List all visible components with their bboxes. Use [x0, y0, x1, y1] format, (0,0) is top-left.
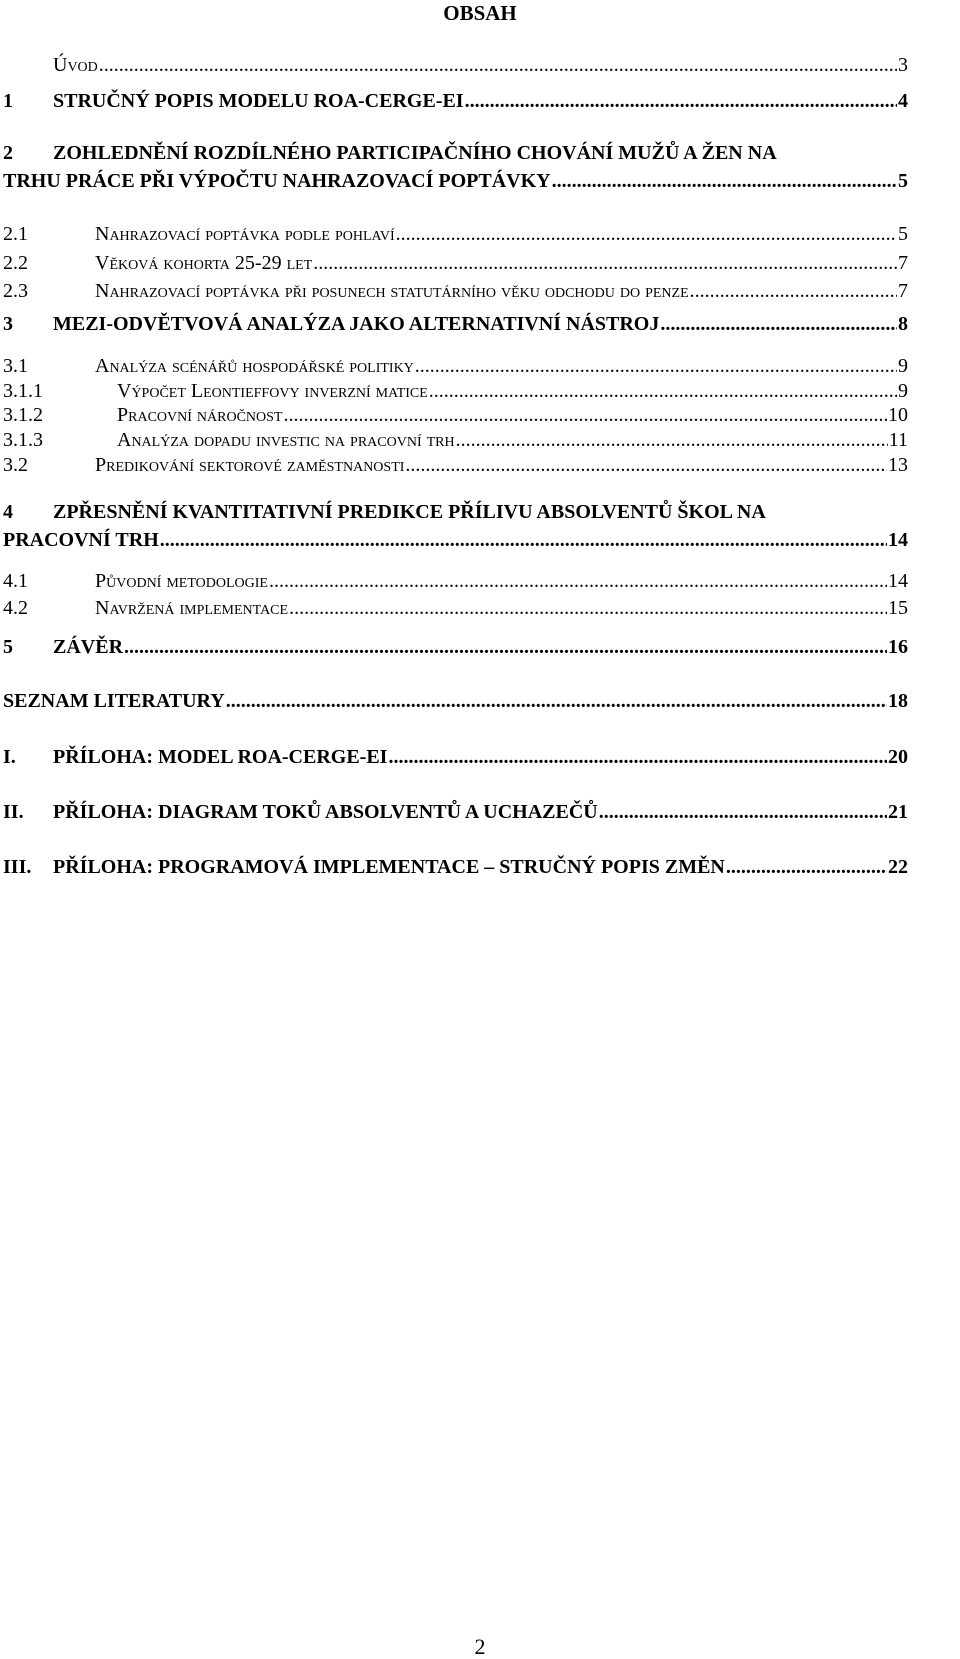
toc-page-number: 22 — [888, 856, 908, 878]
dot-leader — [660, 313, 897, 336]
toc-entry-label: Analýza dopadu investic na pracovní trh — [117, 429, 455, 451]
dot-leader — [99, 54, 897, 77]
toc-entry-number: 3.1.3 — [3, 429, 43, 451]
dot-leader — [160, 529, 887, 552]
dot-leader — [388, 746, 887, 769]
toc-page-number: 8 — [898, 313, 908, 335]
dot-leader — [552, 170, 897, 193]
toc-entry-number: 2.2 — [3, 252, 28, 274]
toc-entry-label: Predikování sektorové zaměstnanosti — [95, 454, 405, 476]
toc-page-number: 13 — [888, 454, 908, 476]
toc-entry-number: 4.2 — [3, 597, 28, 619]
toc-entry-number: 2 — [3, 142, 13, 164]
toc-entry-label: PŘÍLOHA: MODEL ROA-CERGE-EI — [53, 746, 388, 768]
toc-page-number: 10 — [888, 404, 908, 426]
toc-page-number: 16 — [888, 636, 908, 658]
toc-entry-label: Nahrazovací poptávka podle pohlaví — [95, 223, 395, 245]
toc-entry-label: PŘÍLOHA: DIAGRAM TOKŮ ABSOLVENTŮ A UCHAZEČŮ — [53, 801, 598, 823]
page-number: 2 — [474, 1634, 486, 1659]
toc-entry-number: 4 — [3, 501, 13, 523]
toc-page-number: 18 — [888, 690, 908, 712]
toc-entry-label: STRUČNÝ POPIS MODELU ROA-CERGE-EI — [53, 90, 464, 112]
toc-entry-label: SEZNAM LITERATURY — [3, 690, 225, 712]
dot-leader — [396, 223, 897, 246]
dot-leader — [226, 690, 887, 713]
toc-page-number: 9 — [898, 355, 908, 377]
toc-entry-label: Původní metodologie — [95, 570, 268, 592]
toc-entry-number: 1 — [3, 90, 13, 112]
toc-entry-label-line-2: PRACOVNÍ TRH — [3, 529, 159, 551]
toc-entry-label-line-1: ZOHLEDNĚNÍ ROZDÍLNÉHO PARTICIPAČNÍHO CHOVÁNÍ MUŽŮ A ŽEN NA — [53, 142, 777, 164]
dot-leader — [726, 856, 887, 879]
toc-page-number: 15 — [888, 597, 908, 619]
toc-page-number: 14 — [888, 529, 908, 551]
toc-entry-number: 3 — [3, 313, 13, 335]
toc-entry-label: Analýza scénářů hospodářské politiky — [95, 355, 414, 377]
toc-entry-label: Navržená implementace — [95, 597, 289, 619]
toc-entry-number: 3.1 — [3, 355, 28, 377]
toc-entry-number: I. — [3, 746, 16, 768]
toc-entry-label: PŘÍLOHA: PROGRAMOVÁ IMPLEMENTACE – STRUČNÝ POPIS ZMĚN — [53, 856, 725, 878]
toc-entry-label-line-2: TRHU PRÁCE PŘI VÝPOČTU NAHRAZOVACÍ POPTÁVKY — [3, 170, 551, 192]
toc-page-number: 21 — [888, 801, 908, 823]
toc-page-number: 20 — [888, 746, 908, 768]
toc-entry-label: ZÁVĚR — [53, 636, 124, 658]
toc-entry-number: 2.3 — [3, 280, 28, 302]
toc-entry-label: MEZI-ODVĚTVOVÁ ANALÝZA JAKO ALTERNATIVNÍ NÁSTROJ — [53, 313, 660, 335]
toc-entry-label: Nahrazovací poptávka při posunech statutárního věku odchodu do penze — [95, 280, 689, 302]
dot-leader — [429, 380, 897, 403]
toc-entry-label: Pracovní náročnost — [117, 404, 283, 426]
toc-entry-number: 3.1.1 — [3, 380, 43, 402]
toc-title: OBSAH — [443, 1, 517, 25]
dot-leader — [283, 404, 887, 427]
toc-page-number: 3 — [898, 54, 908, 76]
dot-leader — [124, 636, 887, 659]
toc-page-number: 4 — [898, 90, 908, 112]
toc-entry-number: 2.1 — [3, 223, 28, 245]
toc-page-number: 11 — [888, 429, 908, 451]
dot-leader — [405, 454, 887, 477]
dot-leader — [269, 570, 887, 593]
toc-entry-label: Výpočet Leontieffovy inverzní matice — [117, 380, 428, 402]
toc-page-number: 9 — [898, 380, 908, 402]
toc-entry-number: 3.1.2 — [3, 404, 43, 426]
toc-entry-number: 3.2 — [3, 454, 28, 476]
toc-entry-number: 5 — [3, 636, 13, 658]
toc-page-number: 5 — [898, 223, 908, 245]
toc-entry-label-line-1: ZPŘESNĚNÍ KVANTITATIVNÍ PREDIKCE PŘÍLIVU ABSOLVENTŮ ŠKOL NA — [53, 501, 766, 523]
dot-leader — [465, 90, 897, 113]
dot-leader — [313, 252, 897, 275]
toc-page-number: 14 — [888, 570, 908, 592]
toc-page-number: 7 — [898, 252, 908, 274]
toc-entry-number: 4.1 — [3, 570, 28, 592]
dot-leader — [415, 355, 897, 378]
toc-entry-number: II. — [3, 801, 24, 823]
dot-leader — [289, 597, 887, 620]
dot-leader — [599, 801, 887, 824]
toc-entry-number: III. — [3, 856, 32, 878]
toc-page-number: 5 — [898, 170, 908, 192]
toc-page-number: 7 — [898, 280, 908, 302]
toc-entry-label: Věková kohorta 25-29 let — [95, 252, 313, 274]
dot-leader — [456, 429, 888, 452]
toc-entry-label: Úvod — [53, 54, 98, 76]
dot-leader — [690, 280, 897, 303]
